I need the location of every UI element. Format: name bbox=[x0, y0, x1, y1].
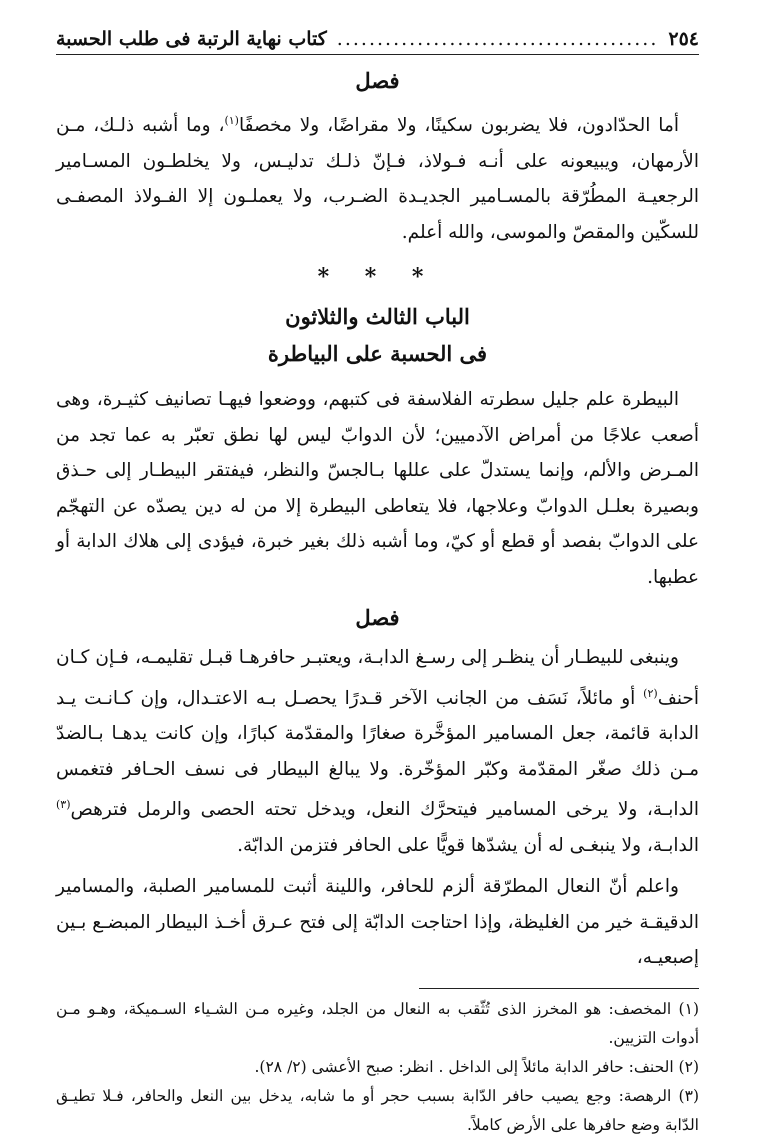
leader-dots bbox=[335, 28, 659, 50]
chapter-title: الباب الثالث والثلاثون bbox=[285, 304, 470, 330]
section-heading-1: فصل bbox=[355, 68, 400, 93]
footnote-ref-1: (١) bbox=[224, 114, 239, 127]
paragraph-text: ، وما أشبه ذلـك، مـن الأرمهان، ويبيعونه على أنـه فـولاذ، فـإنّ ذلـك تدليـس، ولا يخلطـون المسـامير الرجعيـة المطُرّقة بالمسـامير الجديـدة الضـرب، ولا يعملـون إلا الفـولاذ المصفـى للسكّين والمقصّ والموسى، والله أعلم. bbox=[56, 115, 699, 243]
paragraph-blacksmiths bbox=[56, 103, 699, 250]
section-divider-stars: * * * bbox=[317, 264, 438, 291]
book-title: كتاب نهاية الرتبة فى طلب الحسبة bbox=[56, 28, 327, 50]
chapter-subtitle: فى الحسبة على البياطرة bbox=[267, 341, 488, 367]
section-heading-2: فصل bbox=[355, 605, 400, 631]
footnote-3: (٣) الرهصة: وجع يصيب حافر الدّابة بسبب حجر أو ما شابه، يدخل بين النعل والحافر، فـلا تطيـق الدّابة وضع حافرها على الأرض كاملاً. bbox=[56, 1086, 699, 1134]
paragraph-farrier bbox=[56, 640, 699, 863]
footnote-1: (١) المخصف: هو المخرز الذى تُثّقب به النعال من الجلد، وغيره مـن الشـياء السـميكة، وهـو مـن أدوات التزيين. bbox=[56, 999, 699, 1047]
footnote-ref-3: (٣) bbox=[56, 798, 71, 812]
paragraph-text: البيطرة علم جليل سطرته الفلاسفة فى كتبهم، ووضعوا فيهـا تصانيف كثيـرة، وهى أصعب علاجًا من أمراض الآدميين؛ لأن الدوابّ ليس لها نطق تعبّر به عما تجد من المـرض والألم، وإنما يستدلّ على عللها بـالجسّ والنظر، فيفتقر البيطـار إلى حـذق وبصيرة بعلـل الدوابّ وعلاجها، فلا يتعاطى البيطرة إلا من له دين يصدّه عن التهجّم على الدوابّ بفصد أو قطع أو كيّ، وما أشبه ذلك بغير خبرة، فيؤدى إلى هلاك الدابة أو عطبها. bbox=[56, 389, 699, 588]
paragraph-veterinary bbox=[56, 382, 699, 595]
paragraph-text: أما الحدّادون، فلا يضربون سكينًا، ولا مقراضًا، ولا مخصفًا bbox=[238, 115, 679, 137]
footnote-2: (٢) الحنف: حافر الدابة مائلاً إلى الداخل . انظر: صبح الأعشى (٢/ ٢٨). bbox=[254, 1057, 699, 1076]
paragraph-text: الدابـة، ولا ينبغـى له أن يشدّها قويًّا على الحافر فتزمن الدابّة. bbox=[237, 834, 699, 856]
paragraph-text: واعلم أنّ النعال المطرّقة ألزم للحافر، واللينة أثبت للمسامير الصلبة، والمسامير الدقيقـة خير من الغليظة، وإذا احتاجت الدابّة إلى فتح عـرق أخـذ البيطار المبضـع بـين إصبعيـه، bbox=[56, 876, 699, 969]
paragraph-horseshoes bbox=[56, 869, 699, 976]
page-number: ٢٥٤ bbox=[668, 28, 699, 50]
footnote-ref-2: (٢) bbox=[643, 686, 658, 700]
running-header bbox=[56, 28, 699, 55]
paragraph-text: وينبغى للبيطـار أن ينظـر إلى رسـغ الدابـة، ويعتبـر حافرهـا قبـل تقليمـه، فـإن كـان أحنف bbox=[56, 647, 699, 709]
paragraph-text: أو مائلاً، نَسَف من الجانب الآخر قـدرًا يحصـل بـه الاعتـدال، وإن كـانـت يـد الدابة قائمة، جعل المسامير المؤخَّرة صغارًا والمقدّمة كبارًا، وإن كانت يدهـا بـالضدّ مـن ذلك صغّر المقدّمة وكبّر المؤخّرة. ولا يبالغ البيطار فى نسف الحـافر فتغمس الدابـة، ولا يرخى المسامير فيتحرَّك النعل، ويدخل تحته الحصى والرمل فترهص bbox=[56, 687, 699, 821]
